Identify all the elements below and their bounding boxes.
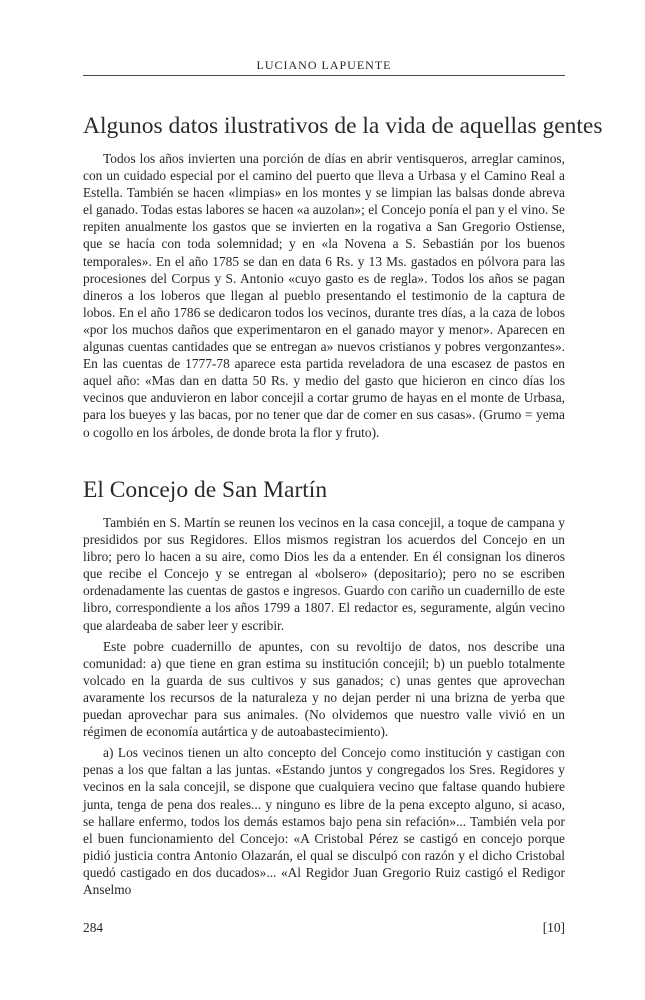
- page-number: 284: [83, 920, 104, 935]
- section-2-body: [83, 514, 565, 902]
- section-1-body: [83, 150, 565, 445]
- section-heading-2: El Concejo de San Martín: [83, 477, 328, 503]
- section-heading-1: Algunos datos ilustrativos de la vida de aquellas gentes: [83, 113, 603, 139]
- paragraph: a) Los vecinos tienen un alto concepto del Concejo como institución y castigan con penas a los que faltan a las juntas. «Estando juntos y congregados los Sres. Regidores y vecinos en la sala concejil, se dispone que cualquiera vecino que faltase quando hubiere junta, tenga de pena dos reales... y ninguno es libre de la pena excepto alguno, si acaso, se hallare enfermo, todos los demás estamos bajo pena sin refación»... También vela por el buen funcionamiento del Concejo: «A Cristobal Pérez se castigó en concejo porque pidió justicia contra Antonio Olazarán, el qual se disculpó con razón y el dicho Cristobal quedó castigado en dos ducados»... «Al Regidor Juan Gregorio Ruiz castigó el Redigor Anselmo: [83, 745, 565, 897]
- paragraph: Todos los años invierten una porción de días en abrir ventisqueros, arreglar caminos, con un cuidado especial por el camino del puerto que lleva a Urbasa y el Camino Real a Estella. También se hacen «limpias» en los montes y se limpian las balsas donde abreva el ganado. Todas estas labores se hacen «a auzolan»; el Concejo ponía el pan y el vino. Se repiten anualmente los gastos que se invierten en la rogativa a San Gregorio Ostiense, que se hacía con toda solemnidad; y en «la Novena a S. Sebastián por los buenos temporales». En el año 1785 se dan en data 6 Rs. y 13 Ms. gastados en pólvora para las procesiones del Corpus y S. Antonio «cuyo gasto es de regla». Todos los años se pagan dineros a los loberos que llegan al pueblo presentando el testimonio de la captura de lobos. En el año 1786 se dedicaron todos los vecinos, durante tres días, a la caza de lobos «por los muchos daños que experimentaron en el ganado mayor y menor». Aparecen en algunas cuentas cantidades que se entregan a» nuevos cristianos y pobres vergonzantes». En las cuentas de 1777-78 aparece esta partida reveladora de una escasez de pastos en aquel año: «Mas dan en datta 50 Rs. y medio del gasto que hicieron en cinco días los vecinos que anduvieron en labor concejil a cortar grumo de hayas en el monte de Urbasa, para los bueyes y las bacas, por no tener que dar de comer en sus casas». (Grumo = yema o cogollo en los árboles, de donde brota la flor y fruto).: [83, 151, 565, 440]
- running-head: LUCIANO LAPUENTE: [256, 58, 392, 72]
- bracket-page-number: [10]: [542, 920, 565, 935]
- paragraph: Este pobre cuadernillo de apuntes, con su revoltijo de datos, nos describe una comunidad: a) que tiene en gran estima su institución concejil; b) un pueblo totalmente volcado en la guarda de sus cultivos y sus ganados; c) unas gentes que aprovechan avaramente los recursos de la naturaleza y no dejan perder ni una brizna de yerba que puedan aprovechar para sus animales. (No olvidemos que nuestro valle vivió en un régimen de economía autártica y de autoabastecimiento).: [83, 638, 565, 740]
- header-rule: [83, 75, 565, 76]
- paragraph: También en S. Martín se reunen los vecinos en la casa concejil, a toque de campana y presididos por sus Regidores. Ellos mismos registran los acuerdos del Concejo en un libro; pero lo hacen a su aire, como Dios les da a entender. En él consignan los dineros que recibe el Concejo y se entregan al «bolsero» (depositario); pero no se escriben ordenadamente las cuentas de gastos e ingresos. Guardo con cariño un cuadernillo de este libro, correspondiente a los años 1799 a 1807. El redactor es, seguramente, algún vecino que alardeaba de saber leer y escribir.: [83, 515, 565, 633]
